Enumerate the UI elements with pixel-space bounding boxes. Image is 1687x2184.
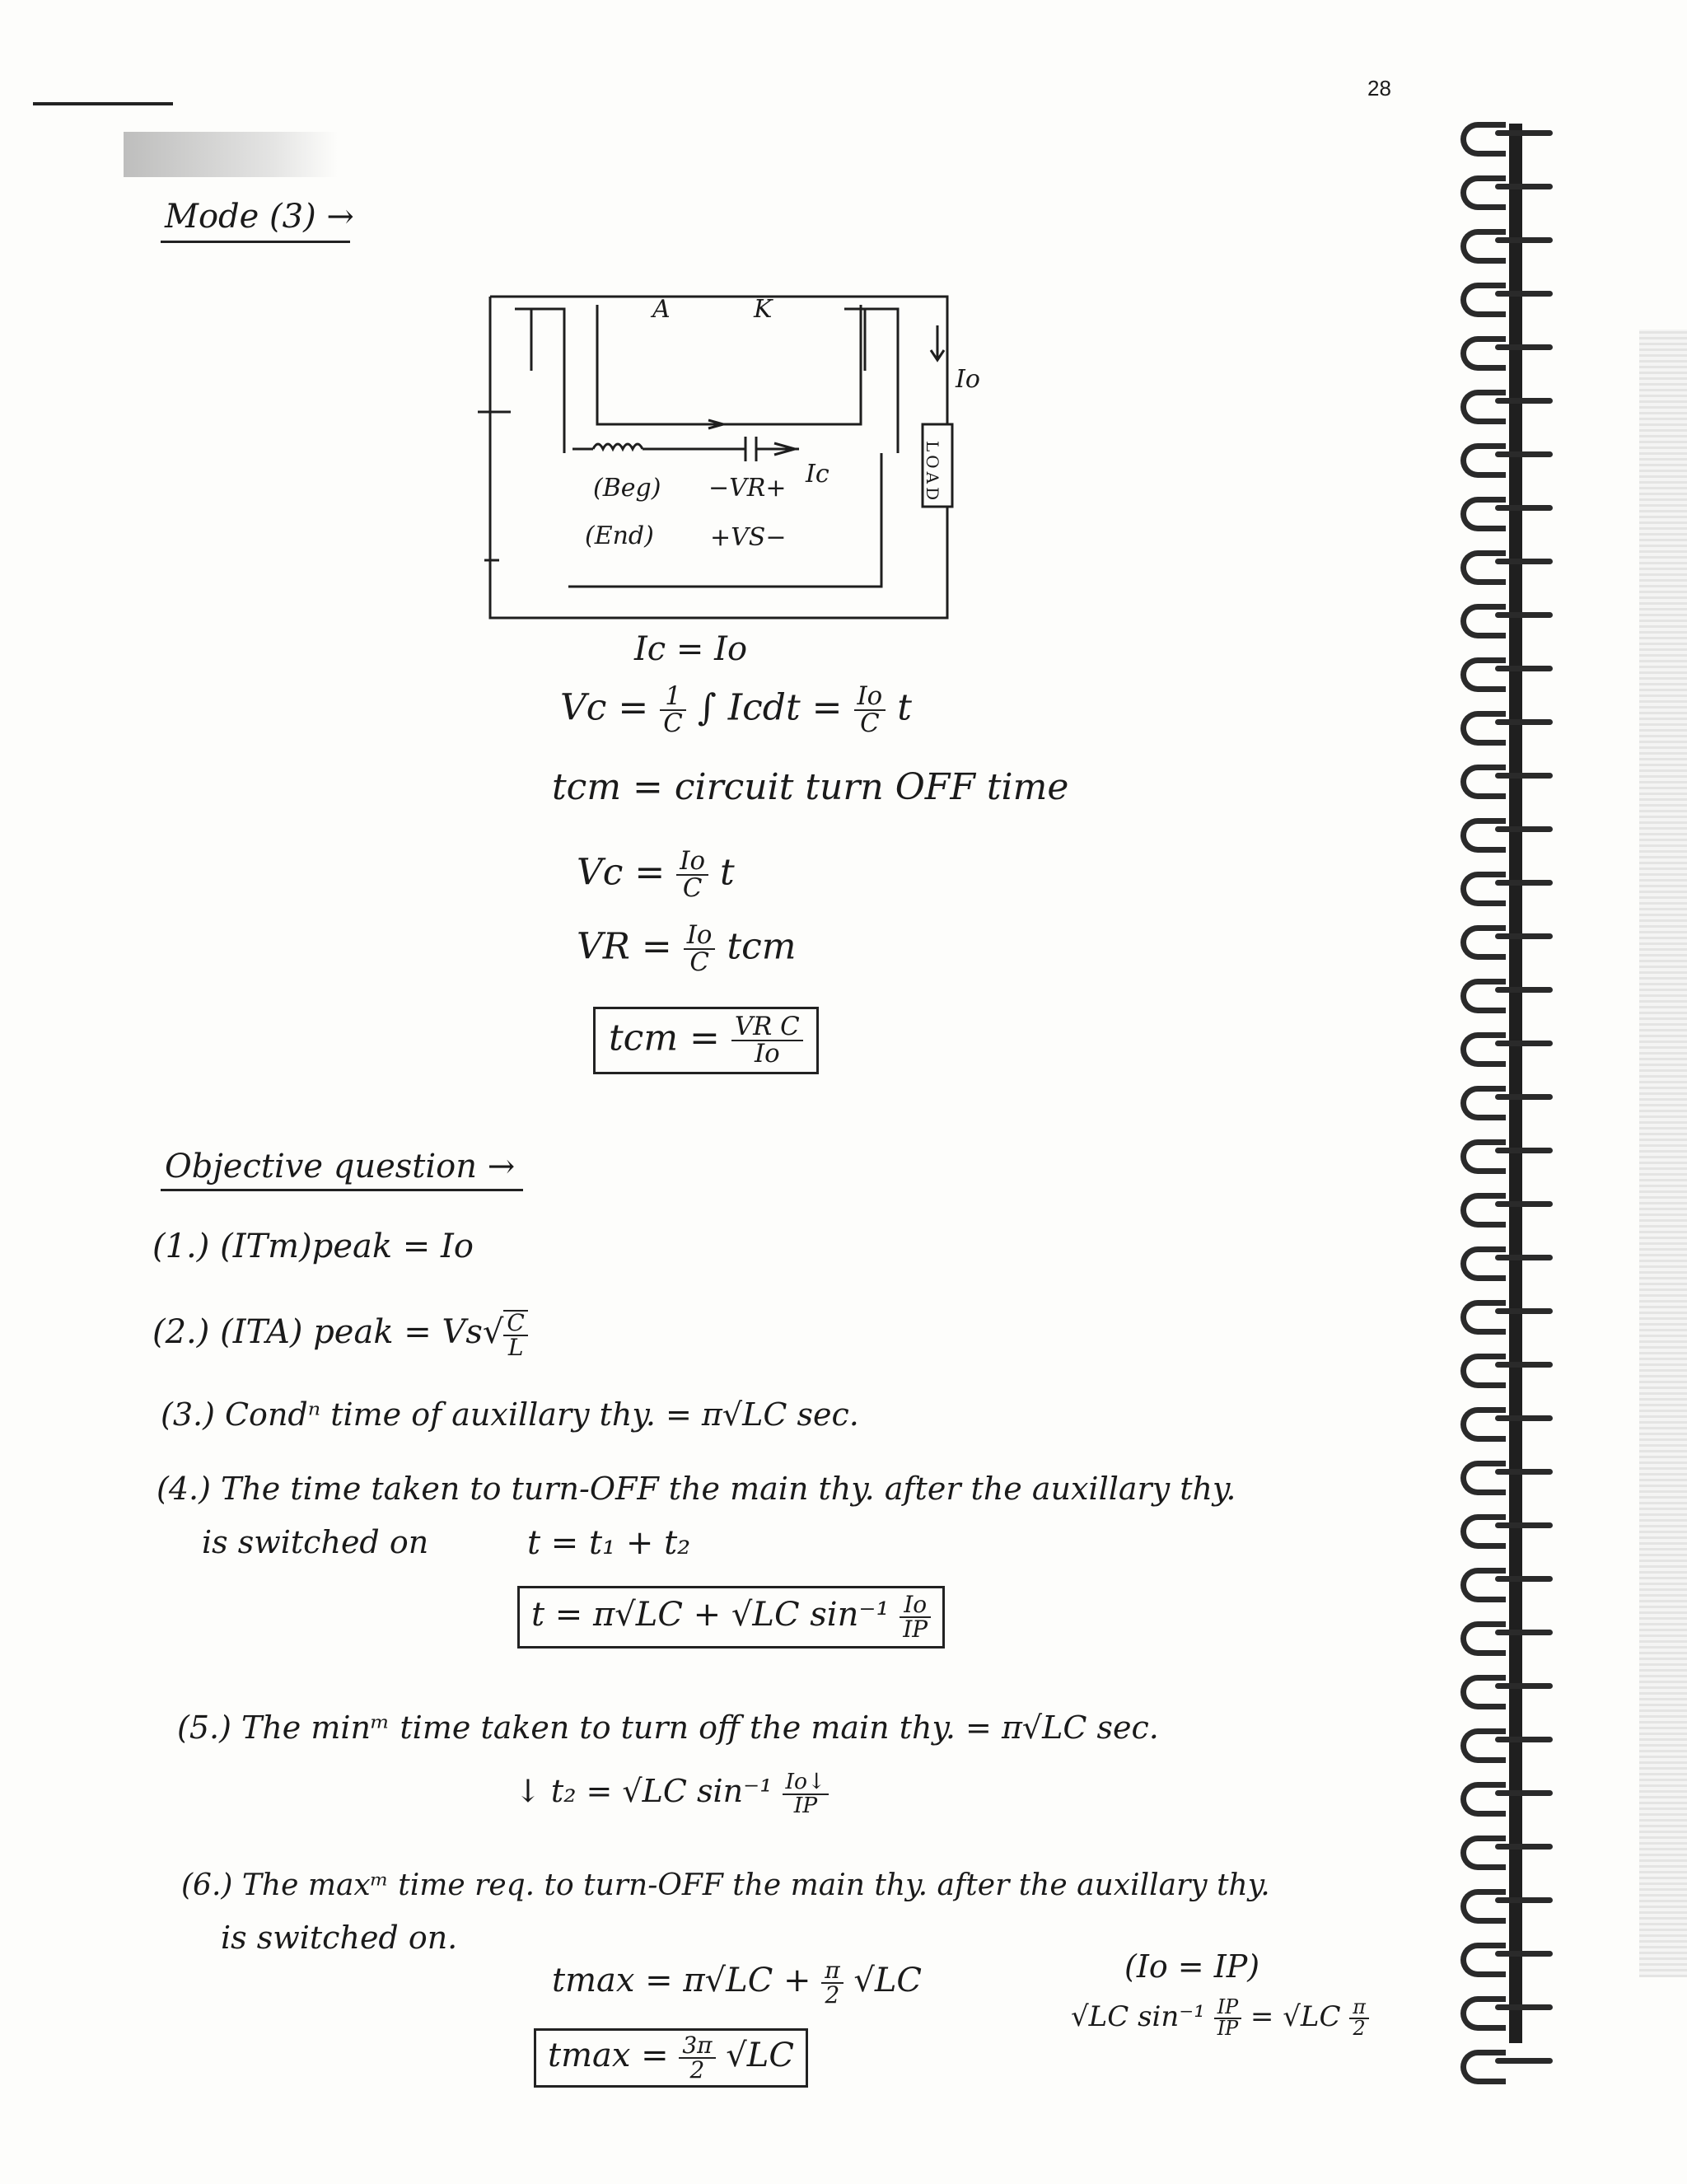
- frac-num: Io: [904, 1591, 928, 1618]
- frac-den: Io: [731, 1040, 803, 1067]
- objective-heading: Objective question →: [165, 1148, 516, 1186]
- question-1: (1.) (ITm)peak = Io: [152, 1228, 474, 1265]
- spiral-ring: [1446, 919, 1569, 956]
- question-3: (3.) Condⁿ time of auxillary thy. = π√LC sec.: [161, 1396, 859, 1433]
- spiral-ring: [1446, 1347, 1569, 1385]
- ic-current-label: Ic: [806, 460, 829, 489]
- side-condition: (Io = IP): [1124, 1948, 1260, 1985]
- spiral-ring: [1446, 1668, 1569, 1706]
- frac-den: 2: [1349, 2018, 1369, 2039]
- q6-tmax-expr: tmax = π√LC +: [552, 1962, 811, 1999]
- spiral-ring: [1446, 758, 1569, 796]
- spiral-ring: [1446, 1990, 1569, 2027]
- tcm-box-frac: [731, 1014, 803, 1067]
- spiral-ring: [1446, 1615, 1569, 1653]
- question-4-result-box: [517, 1586, 945, 1649]
- vr-polarity-label: −VR+: [708, 474, 787, 503]
- cathode-label: K: [754, 295, 773, 324]
- vr-frac: [684, 920, 716, 977]
- end-label: (End): [585, 521, 654, 550]
- q4-box-expr: t = π√LC + √LC sin⁻¹: [531, 1596, 890, 1634]
- q6-tmax-frac: [821, 1959, 843, 2007]
- circuit-diagram: [461, 280, 988, 643]
- side-frac: [1214, 1995, 1241, 2040]
- load-label: LOAD: [923, 441, 942, 504]
- spiral-ring: [1446, 1133, 1569, 1171]
- spiral-ring: [1446, 1508, 1569, 1546]
- q5-t2-expr: ↓ t₂ = √LC sin⁻¹: [515, 1773, 773, 1810]
- frac-den: C: [676, 874, 708, 901]
- vr-rhs: tcm: [727, 925, 797, 968]
- vc2-t: t: [720, 851, 735, 894]
- tcm-definition: tcm = circuit turn OFF time: [552, 766, 1069, 808]
- question-6-line-1: (6.) The maxᵐ time req. to turn-OFF the main thy. after the auxillary thy.: [181, 1868, 1270, 1902]
- frac-num: VR C: [734, 1012, 800, 1041]
- q6-box-lhs: tmax =: [548, 2037, 669, 2074]
- side-pi-frac: [1349, 1995, 1369, 2040]
- question-2: [152, 1310, 528, 1359]
- spiral-ring: [1446, 1401, 1569, 1438]
- frac-den: L: [503, 1335, 527, 1359]
- vc-t: t: [897, 686, 912, 729]
- page-number: 28: [1367, 76, 1391, 101]
- vs-polarity-label: +VS−: [710, 523, 787, 552]
- vc-equation: [577, 846, 735, 903]
- spiral-ring: [1446, 1079, 1569, 1117]
- frac-num: C: [507, 1309, 525, 1336]
- frac-den: IP: [1214, 2018, 1241, 2039]
- scan-mark: [33, 102, 173, 105]
- spiral-ring: [1446, 2043, 1569, 2081]
- spiral-ring: [1446, 169, 1569, 207]
- frac-den: IP: [900, 1616, 931, 1641]
- spiral-ring: [1446, 1240, 1569, 1278]
- spiral-ring: [1446, 544, 1569, 582]
- vc2-lhs: Vc =: [577, 851, 666, 894]
- io-current-label: Io: [956, 365, 980, 394]
- ic-equals-io: Ic = Io: [634, 630, 748, 668]
- vc-frac-io-over-c: [854, 681, 886, 738]
- anode-label: A: [652, 295, 671, 324]
- q2-lhs: (2.) (ITA) peak = Vs: [152, 1313, 483, 1351]
- q6-tmax-tail: √LC: [853, 1962, 923, 1999]
- tcm-result-box: [593, 1007, 819, 1074]
- spiral-ring: [1446, 1454, 1569, 1492]
- frac-num: Io↓: [785, 1769, 826, 1794]
- vc-lhs: Vc =: [560, 686, 649, 729]
- spiral-ring: [1446, 1882, 1569, 1920]
- frac-num: 3π: [682, 2032, 713, 2059]
- spiral-ring: [1446, 490, 1569, 528]
- spiral-ring: [1446, 330, 1569, 367]
- vc-frac-1-over-c: [660, 681, 686, 738]
- spiral-ring: [1446, 1186, 1569, 1224]
- sqrt-symbol: √: [482, 1313, 504, 1351]
- q6-box-tail: √LC: [726, 2037, 794, 2074]
- frac-den: C: [684, 948, 716, 975]
- question-4-line-1: (4.) The time taken to turn-OFF the main thy. after the auxillary thy.: [157, 1471, 1236, 1507]
- frac-den: 2: [679, 2057, 715, 2082]
- question-4-sum: t = t₁ + t₂: [527, 1524, 691, 1562]
- q2-sqrt-frac: [503, 1310, 527, 1359]
- frac-den: C: [660, 709, 686, 737]
- beg-label: (Beg): [593, 474, 661, 503]
- io-arrow: [931, 325, 944, 360]
- spiral-ring: [1446, 704, 1569, 742]
- frac-num: Io: [680, 846, 705, 876]
- frac-den: IP: [783, 1793, 829, 1817]
- spiral-ring: [1446, 972, 1569, 1010]
- spiral-ring: [1446, 1775, 1569, 1813]
- page-edge-shadow: [1639, 330, 1687, 1977]
- frac-num: IP: [1217, 1995, 1239, 2018]
- frac-num: 1: [665, 681, 681, 711]
- q5-t2-frac: [783, 1771, 829, 1817]
- spiral-ring: [1446, 1936, 1569, 1974]
- spiral-ring: [1446, 1561, 1569, 1599]
- q4-box-frac: [900, 1593, 931, 1641]
- spiral-ring: [1446, 1293, 1569, 1331]
- vc-integral-equation: [560, 681, 912, 738]
- aux-thyristor-left-wire: [515, 309, 564, 453]
- mode-title: Mode (3) →: [165, 198, 354, 236]
- spiral-ring: [1446, 115, 1569, 153]
- scan-smudge: [124, 132, 338, 177]
- spiral-ring: [1446, 597, 1569, 635]
- q6-box-frac: [679, 2034, 715, 2082]
- frac-den: 2: [821, 1982, 843, 2007]
- frac-num: Io: [857, 681, 883, 711]
- vr-equation: [577, 920, 797, 977]
- vr-lhs: VR =: [577, 925, 672, 968]
- question-5-t2: [515, 1771, 829, 1817]
- vc2-frac: [676, 846, 708, 903]
- spiral-ring: [1446, 651, 1569, 689]
- question-5-line-1: (5.) The minᵐ time taken to turn off the main thy. = π√LC sec.: [177, 1709, 1159, 1746]
- spiral-ring: [1446, 1829, 1569, 1867]
- spiral-ring: [1446, 276, 1569, 314]
- side-equation: [1071, 1995, 1369, 2040]
- vc-integral: ∫ Icdt =: [697, 686, 843, 729]
- frac-num: Io: [686, 920, 713, 950]
- frac-den: C: [854, 709, 886, 737]
- spiral-ring: [1446, 811, 1569, 849]
- mode-title-underline: [161, 241, 350, 243]
- main-thyristor-right-wire: [844, 309, 898, 453]
- question-6-result-box: [534, 2028, 808, 2088]
- spiral-binding: [1446, 115, 1586, 2093]
- spiral-ring: [1446, 865, 1569, 903]
- question-6-tmax: [552, 1959, 922, 2007]
- frac-num: π: [825, 1957, 840, 1984]
- question-4-line-2: is switched on: [202, 1524, 429, 1560]
- outer-loop-wire: [490, 297, 947, 618]
- inner-loop-wire: [597, 305, 861, 424]
- side-lhs: √LC sin⁻¹: [1071, 1999, 1205, 2033]
- side-eq: = √LC: [1250, 1999, 1341, 2033]
- spiral-ring: [1446, 222, 1569, 260]
- tcm-box-lhs: tcm =: [609, 1017, 720, 1059]
- question-6-line-2: is switched on.: [221, 1920, 458, 1956]
- spiral-ring: [1446, 437, 1569, 475]
- spiral-ring: [1446, 383, 1569, 421]
- inductor-coil: [593, 444, 643, 449]
- objective-heading-underline: [161, 1189, 523, 1191]
- frac-num: π: [1353, 1995, 1366, 2018]
- spiral-ring: [1446, 1722, 1569, 1760]
- spiral-ring: [1446, 1026, 1569, 1064]
